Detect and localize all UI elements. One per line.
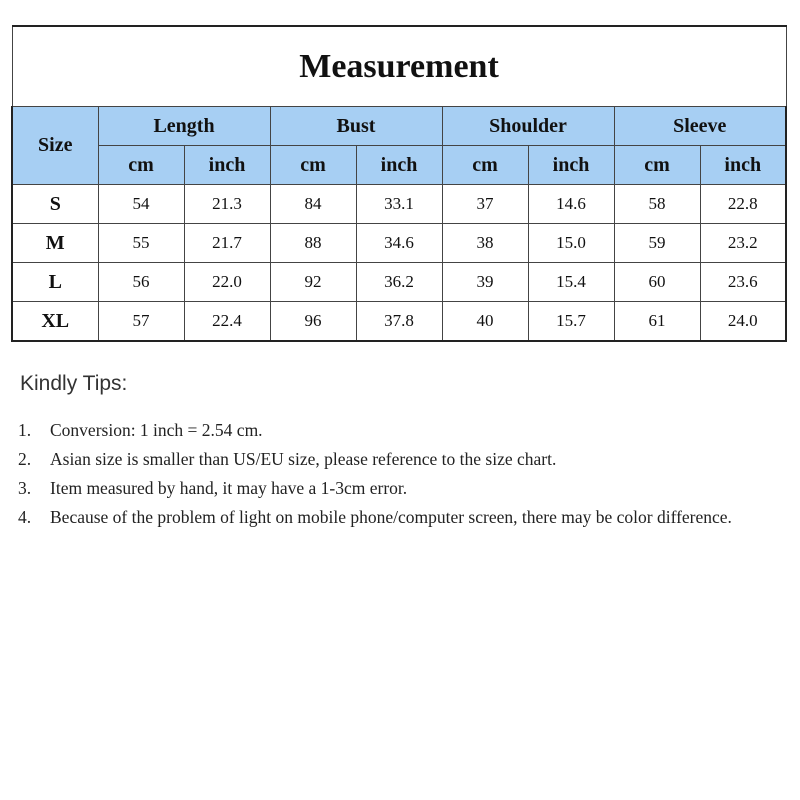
table-title: Measurement [12, 26, 786, 107]
unit-header: cm [614, 146, 700, 185]
table-cell: 22.4 [184, 302, 270, 342]
table-cell: 61 [614, 302, 700, 342]
table-cell: 55 [98, 224, 184, 263]
table-row [12, 185, 786, 224]
table-cell: 60 [614, 263, 700, 302]
table-cell: 92 [270, 263, 356, 302]
table-cell: 23.2 [700, 224, 786, 263]
tip-text: Because of the problem of light on mobile phone/computer screen, there may be color difference. [50, 507, 732, 527]
unit-header: inch [184, 146, 270, 185]
size-chart-table [11, 25, 787, 342]
table-cell: 14.6 [528, 185, 614, 224]
table-cell: 37 [442, 185, 528, 224]
table-cell: 23.6 [700, 263, 786, 302]
table-cell: 56 [98, 263, 184, 302]
tips-heading: Kindly Tips: [20, 372, 128, 395]
table-row [12, 224, 786, 263]
table-cell: 96 [270, 302, 356, 342]
table-cell: 58 [614, 185, 700, 224]
table-cell: 34.6 [356, 224, 442, 263]
table-row [12, 302, 786, 342]
table-cell: 22.8 [700, 185, 786, 224]
table-cell: 84 [270, 185, 356, 224]
kindly-tips-section [18, 372, 778, 532]
group-header-bust: Bust [270, 107, 442, 146]
tip-text: Item measured by hand, it may have a 1-3cm error. [50, 478, 408, 498]
group-header-sleeve: Sleeve [614, 107, 786, 146]
size-column-header: Size [12, 107, 98, 185]
table-cell: 88 [270, 224, 356, 263]
table-cell: 33.1 [356, 185, 442, 224]
table-cell: 57 [98, 302, 184, 342]
list-item [18, 445, 778, 474]
table-cell: 15.4 [528, 263, 614, 302]
table-cell: 37.8 [356, 302, 442, 342]
table-cell: 15.0 [528, 224, 614, 263]
size-label: L [12, 263, 98, 302]
table-cell: 24.0 [700, 302, 786, 342]
tip-number: 1. [18, 420, 32, 440]
table-cell: 21.7 [184, 224, 270, 263]
table-cell: 36.2 [356, 263, 442, 302]
table-cell: 22.0 [184, 263, 270, 302]
unit-header: cm [442, 146, 528, 185]
table-cell: 38 [442, 224, 528, 263]
tip-number: 4. [18, 507, 32, 527]
table-cell: 21.3 [184, 185, 270, 224]
table-cell: 59 [614, 224, 700, 263]
tip-number: 2. [18, 449, 32, 469]
unit-header: inch [528, 146, 614, 185]
group-header-shoulder: Shoulder [442, 107, 614, 146]
list-item [18, 416, 778, 445]
size-label: M [12, 224, 98, 263]
table-cell: 54 [98, 185, 184, 224]
table-row [12, 263, 786, 302]
unit-header: inch [700, 146, 786, 185]
tip-text: Asian size is smaller than US/EU size, please reference to the size chart. [50, 449, 557, 469]
table-cell: 39 [442, 263, 528, 302]
tips-list [18, 416, 778, 532]
tip-number: 3. [18, 478, 32, 498]
unit-header: inch [356, 146, 442, 185]
group-header-length: Length [98, 107, 270, 146]
size-label: XL [12, 302, 98, 342]
list-item [18, 503, 778, 532]
table-cell: 40 [442, 302, 528, 342]
unit-header: cm [98, 146, 184, 185]
size-label: S [12, 185, 98, 224]
table-cell: 15.7 [528, 302, 614, 342]
unit-header: cm [270, 146, 356, 185]
tip-text: Conversion: 1 inch = 2.54 cm. [50, 420, 263, 440]
list-item [18, 474, 778, 503]
